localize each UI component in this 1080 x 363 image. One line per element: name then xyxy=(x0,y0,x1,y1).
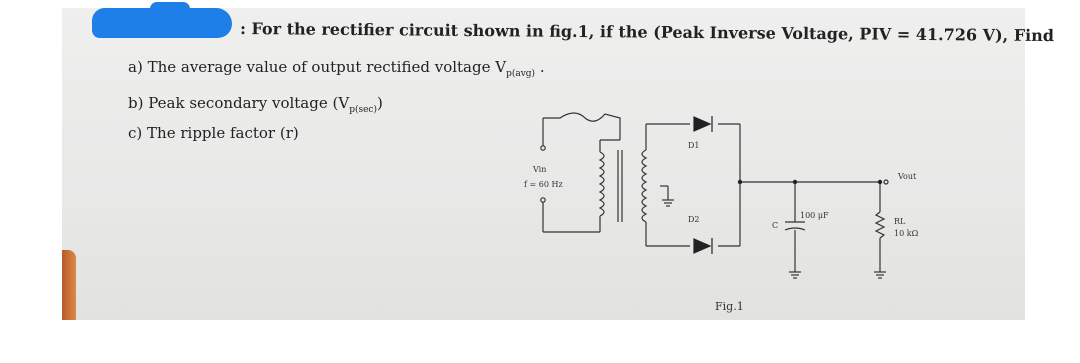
figure-caption: Fig.1 xyxy=(715,300,744,313)
item-b-tail: ) xyxy=(376,94,383,112)
cap-label: C xyxy=(772,221,779,230)
d1-label: D1 xyxy=(688,141,700,150)
item-a-tail: . xyxy=(535,58,545,76)
item-b-sub: p(sec) xyxy=(349,105,377,115)
item-a-sub: p(avg) xyxy=(506,69,536,79)
item-c-text: The ripple factor (r) xyxy=(147,124,299,142)
vin-top-terminal xyxy=(541,146,545,150)
vin-label: Vin xyxy=(533,165,547,174)
question-heading: : For the rectifier circuit shown in fig.1, if the (Peak Inverse Voltage, PIV = 41.726 V), Find xyxy=(239,19,1055,46)
item-b-letter: b) xyxy=(128,94,144,112)
item-c-letter: c) xyxy=(128,124,143,142)
vout-label: Vout xyxy=(898,172,917,181)
item-a-text: The average value of output rectified voltage V xyxy=(147,58,507,76)
input-lead-wire xyxy=(543,113,620,140)
load-resistor xyxy=(876,212,884,238)
rl-label: RL xyxy=(894,217,906,226)
freq-label: f = 60 Hz xyxy=(524,180,563,189)
secondary-coil xyxy=(642,150,646,222)
diode-d2 xyxy=(694,239,710,253)
primary-coil xyxy=(600,152,604,216)
vin-bottom-terminal xyxy=(541,198,545,202)
d2-label: D2 xyxy=(688,215,700,224)
cap-value-label: 100 μF xyxy=(800,211,829,220)
item-b-text: Peak secondary voltage (V xyxy=(148,94,350,112)
item-a-letter: a) xyxy=(128,58,143,76)
diode-d1 xyxy=(694,117,710,131)
vout-terminal xyxy=(884,180,888,184)
rl-value-label: 10 kΩ xyxy=(894,229,919,238)
